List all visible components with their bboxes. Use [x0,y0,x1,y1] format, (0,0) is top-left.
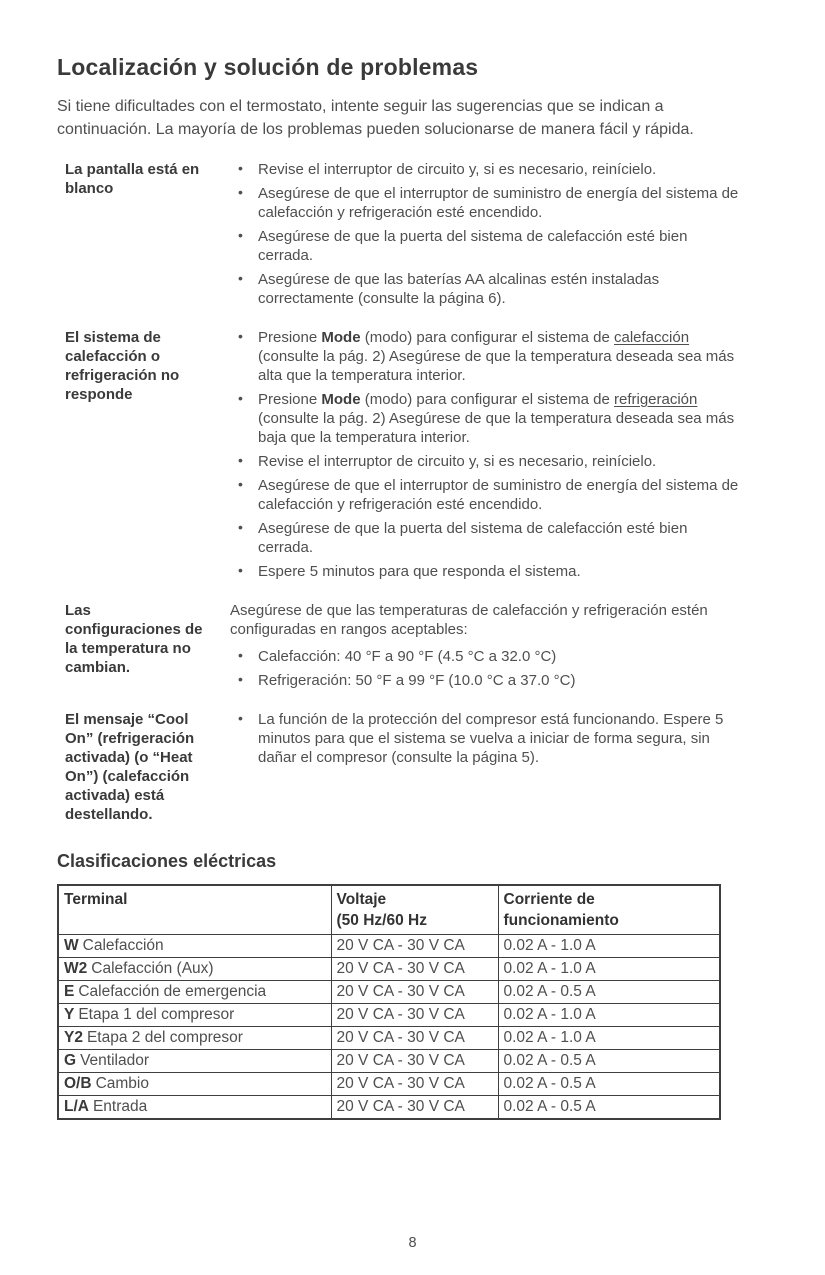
table-row [58,958,720,981]
trouble-row-settings-locked [65,601,740,695]
voltage-cell: 20 V CA - 30 V CA [331,1027,498,1050]
troubleshooting-section [65,160,740,824]
col-header-terminal: Terminal [58,885,331,935]
trouble-tips [230,160,740,313]
tip-item: • Espere 5 minutos para que responda el sistema. [230,562,740,581]
page-title: Localización y solución de problemas [57,54,479,80]
tip-list [230,647,740,690]
trouble-row-blank-screen [65,160,740,313]
underlined-term: refrigeración [614,391,698,408]
table-header-row [58,885,720,935]
current-cell: 0.02 A - 0.5 A [498,1073,720,1096]
tip-item: • Calefacción: 40 °F a 90 °F (4.5 °C a 32.0 °C) [230,647,740,666]
underlined-term: calefacción [614,329,690,346]
tip-list [230,328,740,581]
table-row [58,1027,720,1050]
current-cell: 0.02 A - 0.5 A [498,1050,720,1073]
terminal-cell: L/A Entrada [58,1096,331,1120]
tip-item: • Presione Mode (modo) para configurar el sistema de calefacción (consulte la pág. 2) Asegúrese de que la temperatura deseada sea más alta que la temperatura interior. [230,328,740,385]
tip-item: • Presione Mode (modo) para configurar el sistema de refrigeración (consulte la pág. 2) Asegúrese de que la temperatura deseada sea más baja que la temperatura interior. [230,390,740,447]
voltage-cell: 20 V CA - 30 V CA [331,981,498,1004]
current-cell: 0.02 A - 1.0 A [498,958,720,981]
voltage-cell: 20 V CA - 30 V CA [331,1004,498,1027]
terminal-cell: G Ventilador [58,1050,331,1073]
electrical-ratings-table [57,884,721,1120]
voltage-cell: 20 V CA - 30 V CA [331,1073,498,1096]
table-row [58,935,720,958]
trouble-symptom: El mensaje “Cool On” (refrigeración activada) (o “Heat On”) (calefacción activada) está destellando. [65,711,195,823]
mode-button-label: Mode [321,329,361,346]
voltage-cell: 20 V CA - 30 V CA [331,958,498,981]
terminal-cell: O/B Cambio [58,1073,331,1096]
tip-item: • Revise el interruptor de circuito y, si es necesario, reinícielo. [230,160,740,179]
page-number: 8 [408,1235,417,1251]
tip-item: • Asegúrese de que las baterías AA alcalinas estén instaladas correctamente (consulte la página 6). [230,270,740,308]
trouble-row-no-response [65,328,740,586]
trouble-symptom: Las configuraciones de la temperatura no cambian. [65,602,203,676]
terminal-cell: E Calefacción de emergencia [58,981,331,1004]
tip-intro: Asegúrese de que las temperaturas de calefacción y refrigeración estén configuradas en rangos aceptables: [230,602,708,638]
current-cell: 0.02 A - 0.5 A [498,981,720,1004]
col-header-current: Corriente de funcionamiento [498,885,720,935]
tip-item: • Asegúrese de que el interruptor de suministro de energía del sistema de calefacción y refrigeración esté encendido. [230,184,740,222]
tip-item: • Refrigeración: 50 °F a 99 °F (10.0 °C a 37.0 °C) [230,671,740,690]
table-row [58,1050,720,1073]
voltage-cell: 20 V CA - 30 V CA [331,1096,498,1120]
voltage-cell: 20 V CA - 30 V CA [331,935,498,958]
trouble-symptom: La pantalla está en blanco [65,161,200,197]
terminal-cell: Y2 Etapa 2 del compresor [58,1027,331,1050]
terminal-cell: W2 Calefacción (Aux) [58,958,331,981]
trouble-tips [230,328,740,586]
tip-item: • Asegúrese de que el interruptor de suministro de energía del sistema de calefacción y refrigeración esté encendido. [230,476,740,514]
mode-button-label: Mode [321,391,361,408]
table-row [58,1096,720,1120]
table-row [58,1004,720,1027]
trouble-symptom: El sistema de calefacción o refrigeración no responde [65,329,180,403]
tip-item: • La función de la protección del compresor está funcionando. Espere 5 minutos para que el sistema se vuelva a iniciar de forma segura, sin dañar el compresor (consulte la página 5). [230,710,740,767]
trouble-tips [230,710,740,824]
current-cell: 0.02 A - 1.0 A [498,1004,720,1027]
trouble-tips [230,601,740,695]
table-row [58,1073,720,1096]
current-cell: 0.02 A - 1.0 A [498,1027,720,1050]
tip-item: • Revise el interruptor de circuito y, si es necesario, reinícielo. [230,452,740,471]
trouble-row-message-flashing [65,710,740,824]
intro-paragraph: Si tiene dificultades con el termostato, intente seguir las sugerencias que se indican a continuación. La mayoría de los problemas pueden solucionarse de manera fácil y rápida. [57,98,694,138]
tip-list [230,710,740,767]
tip-item: • Asegúrese de que la puerta del sistema de calefacción esté bien cerrada. [230,227,740,265]
tip-item: • Asegúrese de que la puerta del sistema de calefacción esté bien cerrada. [230,519,740,557]
current-cell: 0.02 A - 0.5 A [498,1096,720,1120]
section-heading: Clasificaciones eléctricas [57,851,277,871]
tip-list [230,160,740,308]
table-row [58,981,720,1004]
voltage-cell: 20 V CA - 30 V CA [331,1050,498,1073]
current-cell: 0.02 A - 1.0 A [498,935,720,958]
terminal-cell: Y Etapa 1 del compresor [58,1004,331,1027]
col-header-voltage: Voltaje (50 Hz/60 Hz [331,885,498,935]
terminal-cell: W Calefacción [58,935,331,958]
